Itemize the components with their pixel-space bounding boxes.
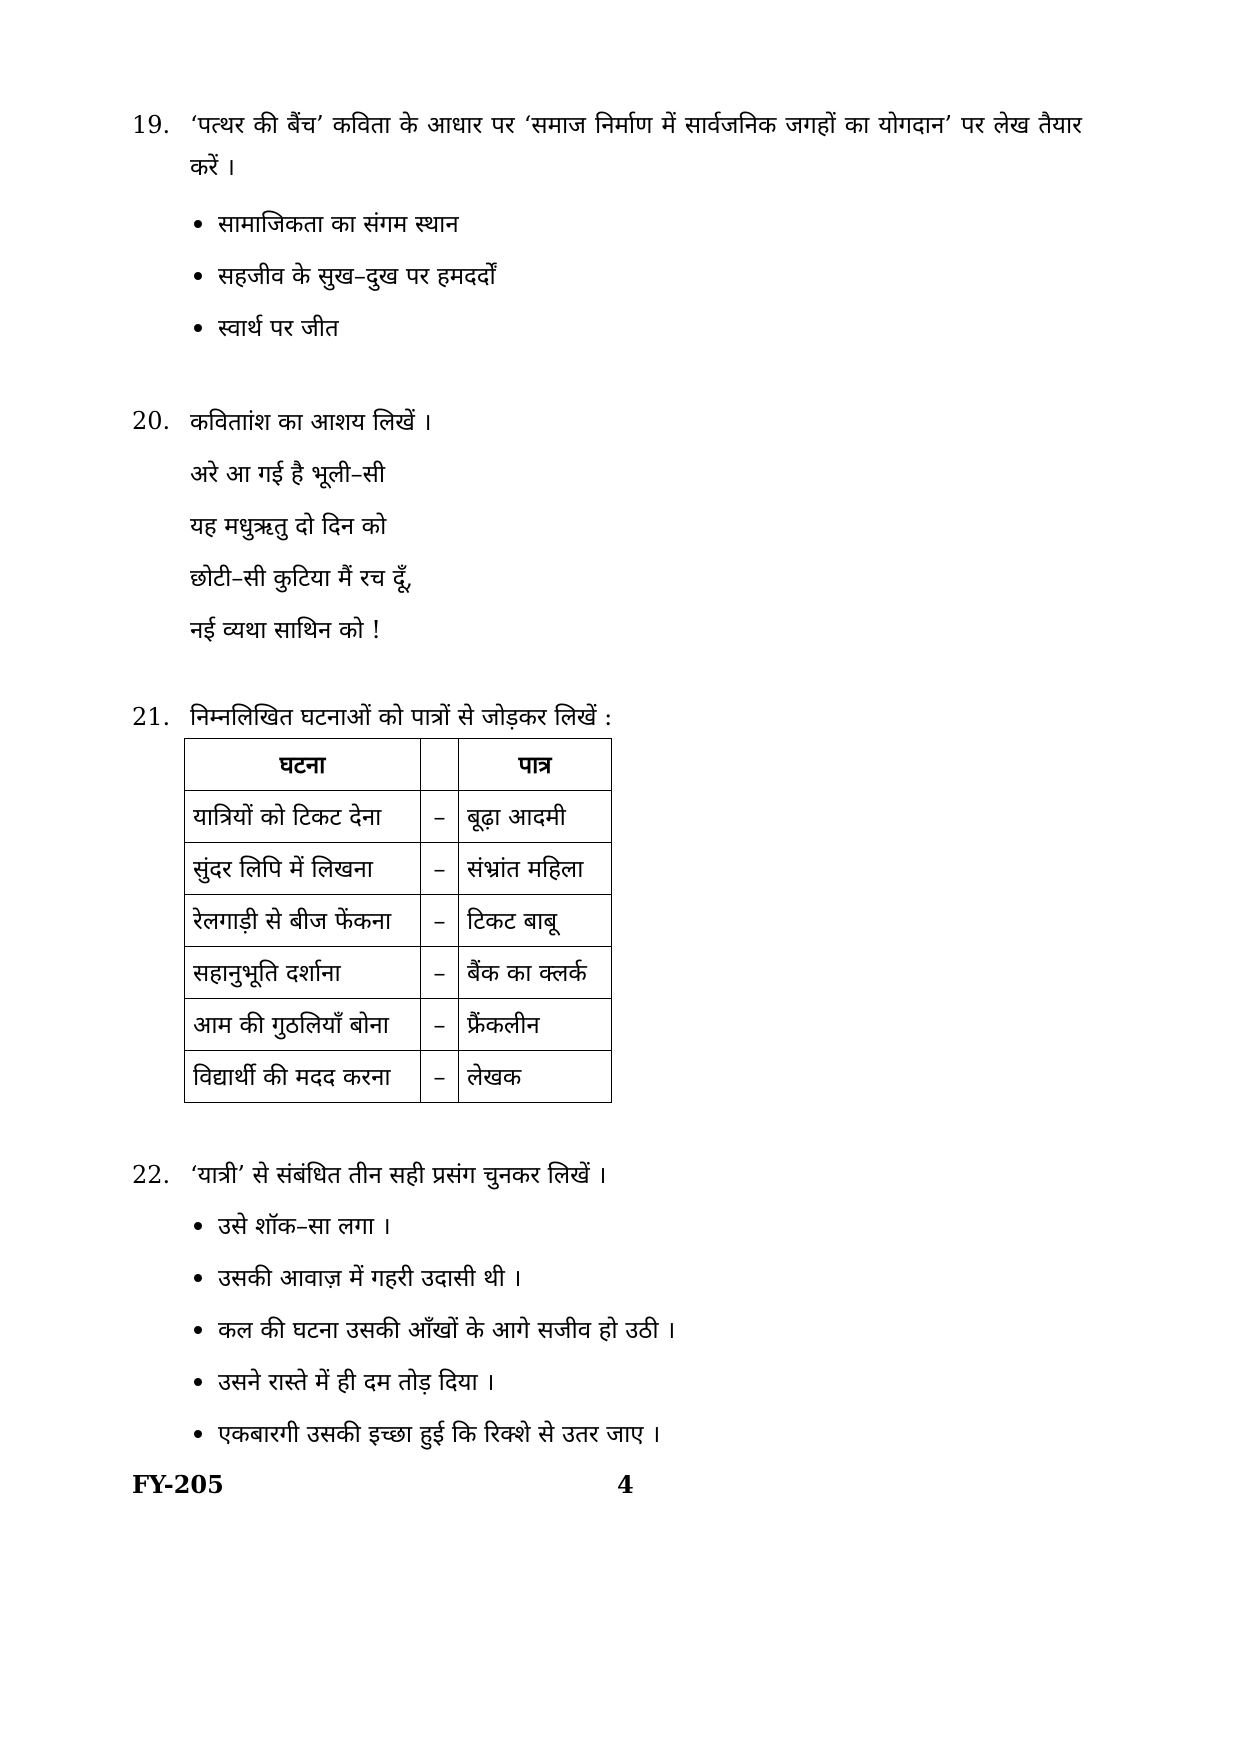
question-number: 22.	[132, 1161, 171, 1189]
column-header-event: घटना	[185, 739, 421, 791]
table-row	[185, 843, 612, 895]
bullet-item	[190, 1356, 1082, 1408]
bullet-icon	[194, 1222, 202, 1230]
table-row	[185, 947, 612, 999]
bullet-icon	[194, 1274, 202, 1282]
event-cell: आम की गुठलियाँ बोना	[185, 999, 421, 1051]
dash-cell: –	[421, 791, 459, 843]
bullet-text: सामाजिकता का संगम स्थान	[218, 210, 459, 238]
bullet-item	[190, 302, 1082, 354]
bullet-text: कल की घटना उसकी आँखों के आगे सजीव हो उठी ।	[218, 1316, 676, 1344]
character-cell: बैंक का क्लर्क	[459, 947, 612, 999]
character-cell: संभ्रांत महिला	[459, 843, 612, 895]
question-number: 21.	[132, 703, 171, 731]
bullet-text: उसने रास्ते में ही दम तोड़ दिया ।	[218, 1368, 495, 1396]
bullet-icon	[194, 272, 202, 280]
question-text: कविताांश का आशय लिखें ।	[190, 408, 432, 436]
dash-cell: –	[421, 1051, 459, 1103]
question-number: 20.	[132, 407, 171, 435]
poem-line: छोटी–सी कुटिया मैं रच दूँ,	[190, 564, 413, 592]
question-19	[132, 100, 1082, 354]
question-21	[132, 692, 1082, 1103]
column-header-character: पात्र	[459, 739, 612, 791]
bullet-item	[190, 1252, 1082, 1304]
match-table	[184, 738, 612, 1103]
bullet-item	[190, 1408, 1082, 1460]
bullet-text: उसकी आवाज़ में गहरी उदासी थी ।	[218, 1264, 522, 1292]
paper-code: FY-205	[132, 1470, 224, 1499]
event-cell: विद्यार्थी की मदद करना	[185, 1051, 421, 1103]
character-cell: लेखक	[459, 1051, 612, 1103]
bullet-icon	[194, 1326, 202, 1334]
character-cell: फ्रैंकलीन	[459, 999, 612, 1051]
bullet-text: एकबारगी उसकी इच्छा हुई कि रिक्शे से उतर जाए ।	[218, 1420, 661, 1448]
dash-cell: –	[421, 999, 459, 1051]
dash-cell: –	[421, 947, 459, 999]
bullet-item	[190, 198, 1082, 250]
table-header-row	[185, 739, 612, 791]
bullet-item	[190, 1304, 1082, 1356]
event-cell: रेलगाड़ी से बीज फेंकना	[185, 895, 421, 947]
event-cell: सुंदर लिपि में लिखना	[185, 843, 421, 895]
bullet-text: उसे शॉक–सा लगा ।	[218, 1212, 391, 1240]
event-cell: सहानुभूति दर्शाना	[185, 947, 421, 999]
poem-line: नई व्यथा साथिन को !	[190, 616, 381, 644]
event-cell: यात्रियों को टिकट देना	[185, 791, 421, 843]
page-number: 4	[617, 1470, 634, 1499]
bullet-icon	[194, 220, 202, 228]
dash-cell: –	[421, 895, 459, 947]
table-row	[185, 791, 612, 843]
question-number: 19.	[132, 111, 171, 139]
character-cell: टिकट बाबू	[459, 895, 612, 947]
question-text: ‘यात्री’ से संबंधित तीन सही प्रसंग चुनकर लिखें ।	[190, 1161, 607, 1189]
table-row	[185, 895, 612, 947]
table-row	[185, 1051, 612, 1103]
bullet-text: स्वार्थ पर जीत	[218, 314, 339, 342]
column-header-blank	[421, 739, 459, 791]
bullet-text: सहजीव के सुख–दुख पर हमदर्दों	[218, 262, 496, 290]
table-row	[185, 999, 612, 1051]
bullet-icon	[194, 1378, 202, 1386]
character-cell: बूढ़ा आदमी	[459, 791, 612, 843]
poem-line: यह मधुऋतु दो दिन को	[190, 512, 387, 540]
dash-cell: –	[421, 843, 459, 895]
question-20	[132, 396, 1082, 656]
bullet-item	[190, 250, 1082, 302]
bullet-item	[190, 1200, 1082, 1252]
bullet-icon	[194, 1430, 202, 1438]
question-22	[132, 1150, 1082, 1460]
poem-line: अरे आ गई है भूली–सी	[190, 460, 386, 488]
bullet-icon	[194, 324, 202, 332]
question-text: निम्नलिखित घटनाओं को पात्रों से जोड़कर लिखें :	[190, 703, 613, 731]
question-text: ‘पत्थर की बैंच’ कविता के आधार पर ‘समाज निर्माण में सार्वजनिक जगहों का योगदान’ पर लेख तैयार करें ।	[190, 111, 1082, 181]
